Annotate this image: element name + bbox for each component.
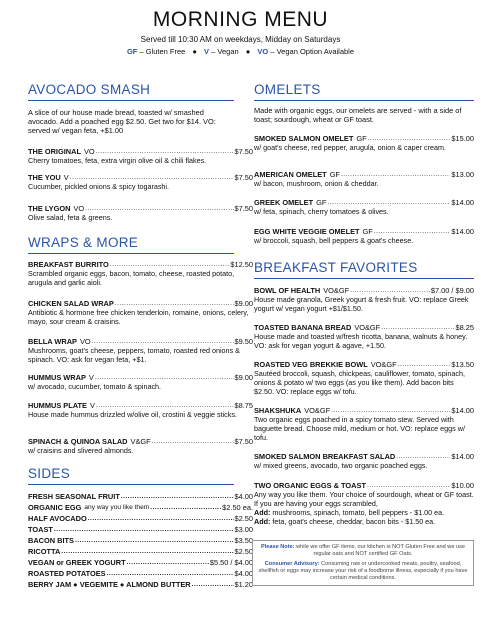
item-name: GREEK OMELET xyxy=(254,198,314,207)
item-tag: GF xyxy=(362,227,373,236)
item-tag: VO xyxy=(73,204,85,213)
item-desc: Cucumber, pickled onions & spicy togarashi. xyxy=(28,182,170,192)
menu-item xyxy=(254,405,474,442)
side-name: RICOTTA xyxy=(28,547,61,556)
item-price: $7.50 xyxy=(234,173,253,182)
item-price: $7.00 / $9.00 xyxy=(430,286,474,295)
item-tag: V xyxy=(88,373,94,382)
item-tag: GF xyxy=(316,198,327,207)
item-desc: w/ goat's cheese, red pepper, arugula, onion & caper cream. xyxy=(254,143,446,153)
item-tag: VO&GF xyxy=(354,323,381,332)
section-title-wraps: WRAPS & MORE xyxy=(28,235,234,254)
item-name: BREAKFAST BURRITO xyxy=(28,260,109,269)
item-desc: Olive salad, feta & greens. xyxy=(28,213,113,223)
item-name: THE LYGON xyxy=(28,204,71,213)
menu-item xyxy=(28,400,253,419)
item-tag: V&GF xyxy=(130,437,151,446)
legend-key-gf: GF xyxy=(126,47,138,56)
side-extra: any way you like them xyxy=(84,504,150,511)
menu-item xyxy=(254,133,474,152)
item-desc: Antibiotic & hormone free chicken tenderloin, romaine, onions, celery, mayo, sour cream & craisins. xyxy=(28,308,249,327)
item-name: CHICKEN SALAD WRAP xyxy=(28,299,114,308)
item-name: TOASTED BANANA BREAD xyxy=(254,323,352,332)
item-tag: VO&GF xyxy=(304,406,331,415)
item-price: $14.00 xyxy=(451,452,474,461)
item-desc: w/ broccoli, squash, bell peppers & goat's cheese. xyxy=(254,236,414,246)
side-price: $4.00 xyxy=(234,569,253,578)
item-desc: w/ feta, spinach, cherry tomatoes & olives. xyxy=(254,207,389,217)
item-desc: House made granola, Greek yogurt & fresh fruit. VO: replace Greek yogurt w/ vegan yogurt +$1/$1.50. xyxy=(254,295,469,314)
side-price: $4.00 xyxy=(234,492,253,501)
item-tag: V xyxy=(89,401,95,410)
advisory-label: Consumer Advisory: xyxy=(264,561,320,567)
item-price: $7.50 xyxy=(234,204,253,213)
side-name: ROASTED POTATOES xyxy=(28,569,106,578)
item-name: SMOKED SALMON BREAKFAST SALAD xyxy=(254,452,396,461)
menu-item xyxy=(254,226,474,245)
item-tag: VO&GF xyxy=(323,286,350,295)
item-price: $9.00 xyxy=(234,299,253,308)
legend-text-vo: – Vegan Option Available xyxy=(270,47,355,56)
side-name: ORGANIC EGG xyxy=(28,503,82,512)
side-name: TOAST xyxy=(28,525,53,534)
item-desc: House made hummus drizzled w/olive oil, crostini & veggie sticks. xyxy=(28,410,237,420)
add-on-line xyxy=(254,508,474,517)
menu-item xyxy=(254,480,474,527)
add-on-label: Add: xyxy=(254,508,271,518)
side-price: $3.50 xyxy=(234,536,253,545)
item-price: $13.50 xyxy=(451,360,474,369)
omelets-intro: Made with organic eggs, our omelets are served - with a side of toast; sourdough, wheat or GF toast. xyxy=(254,106,462,125)
menu-item xyxy=(28,172,253,191)
menu-item xyxy=(254,359,474,396)
add-on-line xyxy=(254,517,474,526)
item-desc: Cherry tomatoes, feta, extra virgin olive oil & chili flakes. xyxy=(28,156,207,166)
side-item xyxy=(28,502,253,512)
item-name: AMERICAN OMELET xyxy=(254,170,327,179)
side-price: $3.00 xyxy=(234,525,253,534)
item-price: $7.50 xyxy=(234,147,253,156)
item-desc: Two organic eggs poached in a spicy tomato stew. Served with baguette bread. Choose mild, medium or hot. VO: replace eggs w/ tofu. xyxy=(254,415,465,443)
item-name: BELLA WRAP xyxy=(28,337,77,346)
side-name: HALF AVOCADO xyxy=(28,514,87,523)
menu-item xyxy=(254,169,474,188)
item-desc: Sautéed broccoli, squash, chickpeas, cauliflower, tomato, spinach, onions & potato w/ two eggs (as you like them). Add bacon bits $2.50. VO: replace eggs w/ tofu. xyxy=(254,369,465,397)
item-price: $13.00 xyxy=(451,170,474,179)
menu-item xyxy=(28,146,253,165)
item-desc: w/ avocado, cucumber, tomato & spinach. xyxy=(28,382,162,392)
note-text: while we offer GF items, our kitchen is NOT Gluten Free and we use regular oats and NOT certified GF Oats. xyxy=(296,544,466,557)
side-item xyxy=(28,491,253,501)
item-desc: Any way you like them. Your choice of sourdough, wheat or GF toast. If you are having your eggs scrambled, xyxy=(254,490,474,509)
menu-item xyxy=(254,322,474,350)
item-tag: VO&GF xyxy=(370,360,397,369)
side-price: $2.50 xyxy=(234,547,253,556)
side-name: BACON BITS xyxy=(28,536,74,545)
item-desc: w/ craisins and slivered almonds. xyxy=(28,446,134,456)
item-desc: Mushrooms, goat's cheese, peppers, tomato, roasted red onions & spinach. VO: ask for vegan feta, +$1. xyxy=(28,346,240,365)
item-name: ROASTED VEG BREKKIE BOWL xyxy=(254,360,368,369)
item-tag: GF xyxy=(356,134,367,143)
item-name: HUMMUS PLATE xyxy=(28,401,87,410)
menu-item xyxy=(28,336,253,364)
side-price: $2.50 ea. xyxy=(222,503,253,512)
menu-item xyxy=(254,197,474,216)
item-price: $14.00 xyxy=(451,198,474,207)
side-name: FRESH SEASONAL FRUIT xyxy=(28,492,120,501)
side-item xyxy=(28,568,253,578)
item-price: $14.00 xyxy=(451,406,474,415)
add-on-text: feta, goat's cheese, cheddar, bacon bits - $1.50 ea. xyxy=(272,517,436,527)
add-on-label: Add: xyxy=(254,517,271,527)
side-price: $5.50 / $4.00 xyxy=(209,558,253,567)
item-price: $12.50 xyxy=(230,260,253,269)
note-label: Please Note: xyxy=(260,544,295,550)
side-price: $2.50 xyxy=(234,514,253,523)
item-tag: VO xyxy=(83,147,95,156)
legend-text-v: – Vegan xyxy=(211,47,239,56)
add-on-text: mushrooms, spinach, tomato, bell peppers - $1.00 ea. xyxy=(272,508,445,518)
legend-key-vo: VO xyxy=(257,47,269,56)
item-name: THE ORIGINAL xyxy=(28,147,81,156)
item-desc: w/ bacon, mushroom, onion & cheddar. xyxy=(254,179,379,189)
section-title-favorites: BREAKFAST FAVORITES xyxy=(254,260,474,279)
item-price: $7.50 xyxy=(234,437,253,446)
item-name: EGG WHITE VEGGIE OMELET xyxy=(254,227,360,236)
section-title-omelets: OMELETS xyxy=(254,82,474,101)
side-name: VEGAN or GREEK YOGURT xyxy=(28,558,126,567)
advisory-text: Consuming raw or undercooked meats, poultry, seafood, shellfish or eggs may increase your risk of a foodborne illness, especially if you have certain medical conditions. xyxy=(258,561,468,581)
menu-item xyxy=(254,285,474,313)
item-name: SMOKED SALMON OMELET xyxy=(254,134,354,143)
legend-separator: ● xyxy=(192,47,197,56)
item-name: BOWL OF HEALTH xyxy=(254,286,321,295)
side-item xyxy=(28,546,253,556)
item-price: $14.00 xyxy=(451,227,474,236)
item-name: SPINACH & QUINOA SALAD xyxy=(28,437,128,446)
item-price: $15.00 xyxy=(451,134,474,143)
consumer-advisory xyxy=(257,561,469,582)
section-title-sides: SIDES xyxy=(28,466,234,485)
menu-item xyxy=(28,203,253,222)
side-item xyxy=(28,579,253,589)
menu-item xyxy=(28,372,253,391)
item-name: SHAKSHUKA xyxy=(254,406,302,415)
side-price: $1.20 xyxy=(234,580,253,589)
avocado-intro: A slice of our house made bread, toasted w/ smashed avocado. Add a poached egg $2.50. Get two for $14. VO: served w/ vegan feta, +$1.00 xyxy=(28,108,216,136)
menu-item xyxy=(28,436,253,455)
item-price: $8.75 xyxy=(234,401,253,410)
menu-item xyxy=(28,298,253,326)
item-tag: V xyxy=(63,173,69,182)
item-price: $9.50 xyxy=(234,337,253,346)
legend-text-gf: – Gluten Free xyxy=(139,47,186,56)
section-title-avocado: AVOCADO SMASH xyxy=(28,82,234,101)
legend-separator: ● xyxy=(245,47,251,56)
side-item xyxy=(28,513,253,523)
legend-key-v: V xyxy=(204,47,210,56)
served-hours: Served till 10:30 AM on weekdays, Midday on Saturdays xyxy=(140,35,341,44)
item-name: HUMMUS WRAP xyxy=(28,373,86,382)
diet-legend xyxy=(0,47,481,57)
menu-item xyxy=(28,259,253,287)
item-price: $9.00 xyxy=(234,373,253,382)
item-price: $10.00 xyxy=(451,481,474,490)
side-item xyxy=(28,524,253,534)
side-name: BERRY JAM ● VEGEMITE ● ALMOND BUTTER xyxy=(28,580,191,589)
item-tag: GF xyxy=(329,170,340,179)
side-item xyxy=(28,535,253,545)
item-price: $8.25 xyxy=(455,323,474,332)
item-name: TWO ORGANIC EGGS & TOAST xyxy=(254,481,366,490)
item-desc: w/ mixed greens, avocado, two organic poached eggs. xyxy=(254,461,428,471)
page-title: MORNING MENU xyxy=(152,8,329,31)
side-item xyxy=(28,557,253,567)
item-name: THE YOU xyxy=(28,173,61,182)
menu-header xyxy=(0,8,481,57)
menu-item xyxy=(254,451,474,470)
item-desc: House made and toasted w/fresh ricotta, banana, walnuts & honey. VO: ask for vegan yogurt & agave, +1.50. xyxy=(254,332,468,351)
advisory-box xyxy=(252,540,474,586)
item-tag: VO xyxy=(80,337,91,346)
item-desc: Scrambled organic eggs, bacon, tomato, cheese, roasted potato, arugula and garlic aioli. xyxy=(28,269,235,288)
gluten-note xyxy=(257,544,469,558)
